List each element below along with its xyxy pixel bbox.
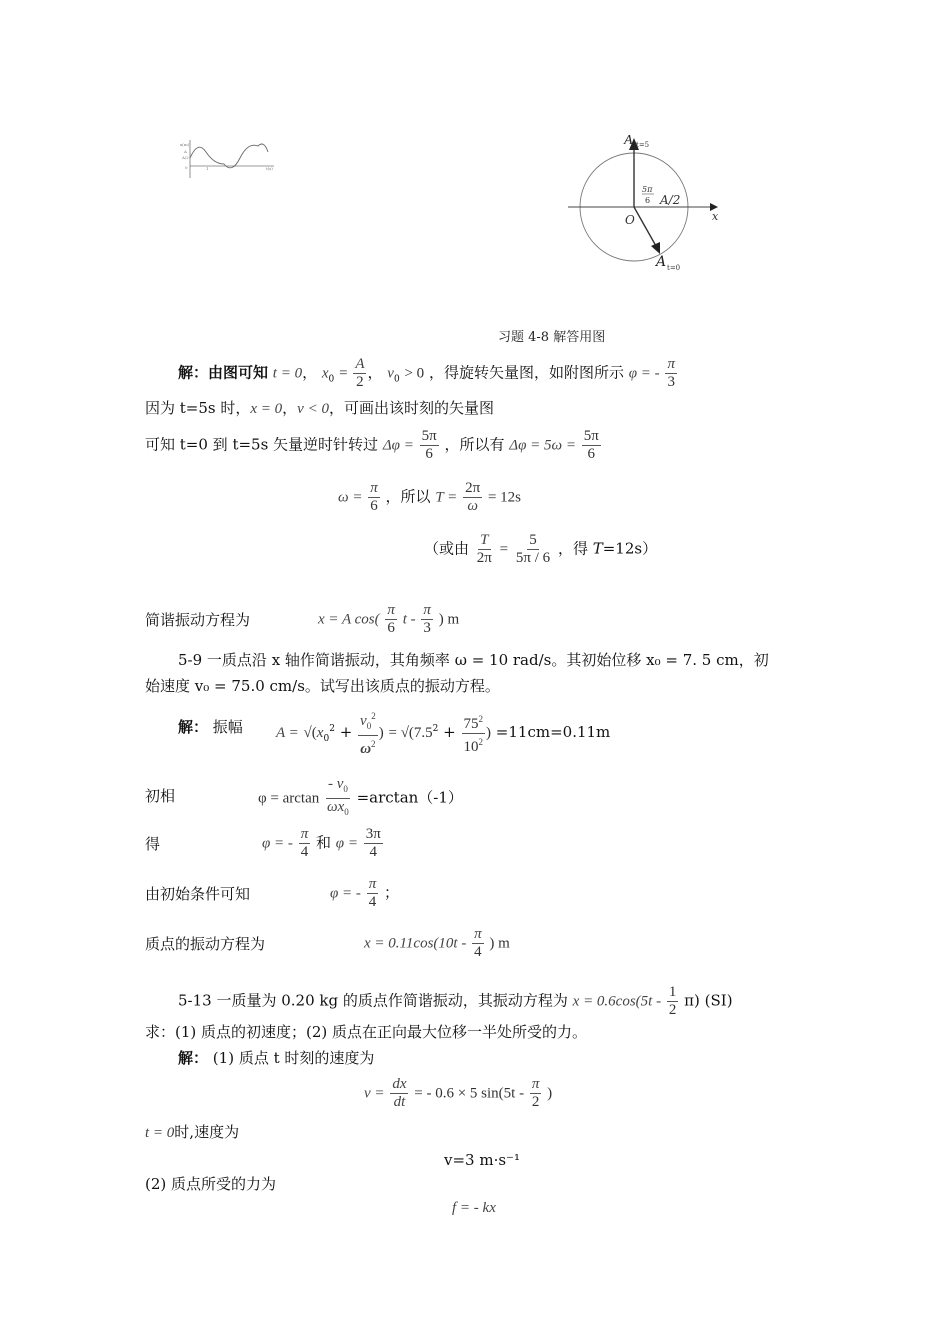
p513-statement-1: 5-13 一质量为 0.20 kg 的质点作简谐振动，其振动方程为 x = 0.6cos(5t - $\frac{1}{2}$ π) (SI) xyxy=(178,984,733,1018)
sine-tick-a: A xyxy=(184,149,187,154)
phasor-top-sub: t=5 xyxy=(636,141,650,149)
phasor-origin-label: O xyxy=(625,213,635,227)
p59-final-eq: x = 0.11cos(10t - $\frac{\pi}{4}$ ) m xyxy=(364,926,510,960)
p48-phi: φ = - xyxy=(628,365,660,382)
phasor-bottom-sub: t=0 xyxy=(667,264,681,272)
figure-caption: 习题 4-8 解答用图 xyxy=(498,330,606,345)
sine-x-label: t(s) xyxy=(266,166,273,171)
p59-amp-eq: $A = √(x_0^2$ + $\frac{v_0^2}{\omega^2}$ ) = $√(7.5^2$ + $\frac{75^2}{10^2}$ ) =11cm=0.11m xyxy=(276,708,610,758)
p59-phase-label: 初相 xyxy=(145,787,176,805)
p48-eq-label: 简谐振动方程为 xyxy=(145,611,251,629)
p59-statement-1: 5-9 一质点沿 x 轴作简谐振动，其角频率 ω = 10 rad/s。其初始位移 x₀ = 7. 5 cm，初 xyxy=(178,651,769,669)
p513-sol1: 解： (1) 质点 t 时刻的速度为 xyxy=(178,1049,375,1067)
p513-force-label: (2) 质点所受的力为 xyxy=(145,1175,277,1193)
p48-intro: 解：由图可知 xyxy=(178,363,269,382)
p59-init-label: 由初始条件可知 xyxy=(145,885,251,903)
sine-tick-half: A/2 xyxy=(182,155,189,160)
p48-pi-over-3: $\frac{\pi}{3}$ xyxy=(667,356,675,390)
phasor-angle-den: 6 xyxy=(645,196,651,205)
p59-final-label: 质点的振动方程为 xyxy=(145,935,266,953)
sine-tick-one: 1 xyxy=(206,166,209,171)
p48-line3: 可知 t=0 到 t=5s 矢量逆时针转过 Δφ = $\frac{5\pi}{6}$ ，所以有 Δφ = 5ω = $\frac{5\pi}{6}$ xyxy=(145,428,599,462)
phasor-top-label: A xyxy=(624,133,633,148)
p48-x0: x xyxy=(321,365,329,382)
p48-line1: 解：由图可知 t = 0， $x_0$ = $\frac{A}{2}$ ， $v_0 > 0$ ，得旋转矢量图，如附图所示 φ = - $\frac{\pi}{3}$ xyxy=(178,356,675,390)
p59-init-eq: φ = - $\frac{\pi}{4}$ ； xyxy=(330,876,400,910)
p48-eq: x = A cos( $\frac{\pi}{6}$ t - $\frac{\pi}{3}$ ) m xyxy=(318,602,460,636)
sine-tick-zero: 0 xyxy=(185,165,188,170)
p59-statement-2: 始速度 v₀ = 75.0 cm/s。试写出该质点的振动方程。 xyxy=(145,677,500,695)
p48-line2: 因为 t=5s 时，x = 0，v < 0，可画出该时刻的矢量图 xyxy=(145,399,494,417)
p48-a-over-2: $\frac{A}{2}$ xyxy=(355,356,365,390)
phasor-diagram xyxy=(566,128,726,276)
phasor-diagonal-line xyxy=(634,207,656,246)
sine-y-label: x(m) xyxy=(180,142,190,147)
p48-v0: v xyxy=(387,365,394,382)
p59-amp: 解： 振幅 xyxy=(178,718,243,736)
p513-t0-line: t = 0时,速度为 xyxy=(145,1123,240,1141)
p48-t0: t = 0 xyxy=(272,365,303,382)
sine-wave-figure xyxy=(178,138,278,180)
phasor-angle-num: 5π xyxy=(642,185,653,194)
p59-get-eq: φ = - $\frac{\pi}{4}$ 和 φ = $\frac{3\pi}{4}$ xyxy=(262,826,381,860)
p48-line4: ω = $\frac{\pi}{6}$ ，所以 T = $\frac{2\pi}{\omega}$ = 12s xyxy=(338,480,521,514)
p48-mid: ，得旋转矢量图，如附图所示 xyxy=(428,363,624,382)
p48-line5: （或由 $\frac{T}{2\pi}$ = $\frac{5}{5\pi / 6}$ ，得 T=12s） xyxy=(424,532,658,566)
p513-force-eq: f = - kx xyxy=(452,1200,496,1216)
p59-phase-eq: φ = arctan $\frac{- v_0}{\omega x_0}$ =arctan（-1） xyxy=(258,776,463,817)
p513-v-value: v=3 m·s⁻¹ xyxy=(444,1151,520,1169)
p513-velocity-eq: v = $\frac{dx}{dt}$ = - 0.6 × 5 sin(5t - $\frac{\pi}{2}$ ) xyxy=(364,1076,553,1110)
p59-get-label: 得 xyxy=(145,835,161,853)
phasor-bottom-label: A xyxy=(656,254,667,270)
phasor-x-label: x xyxy=(712,210,719,223)
p513-statement-2: 求：(1) 质点的初速度；(2) 质点在正向最大位移一半处所受的力。 xyxy=(145,1023,588,1041)
sine-curve xyxy=(190,144,268,168)
phasor-half-label: A/2 xyxy=(660,193,681,207)
